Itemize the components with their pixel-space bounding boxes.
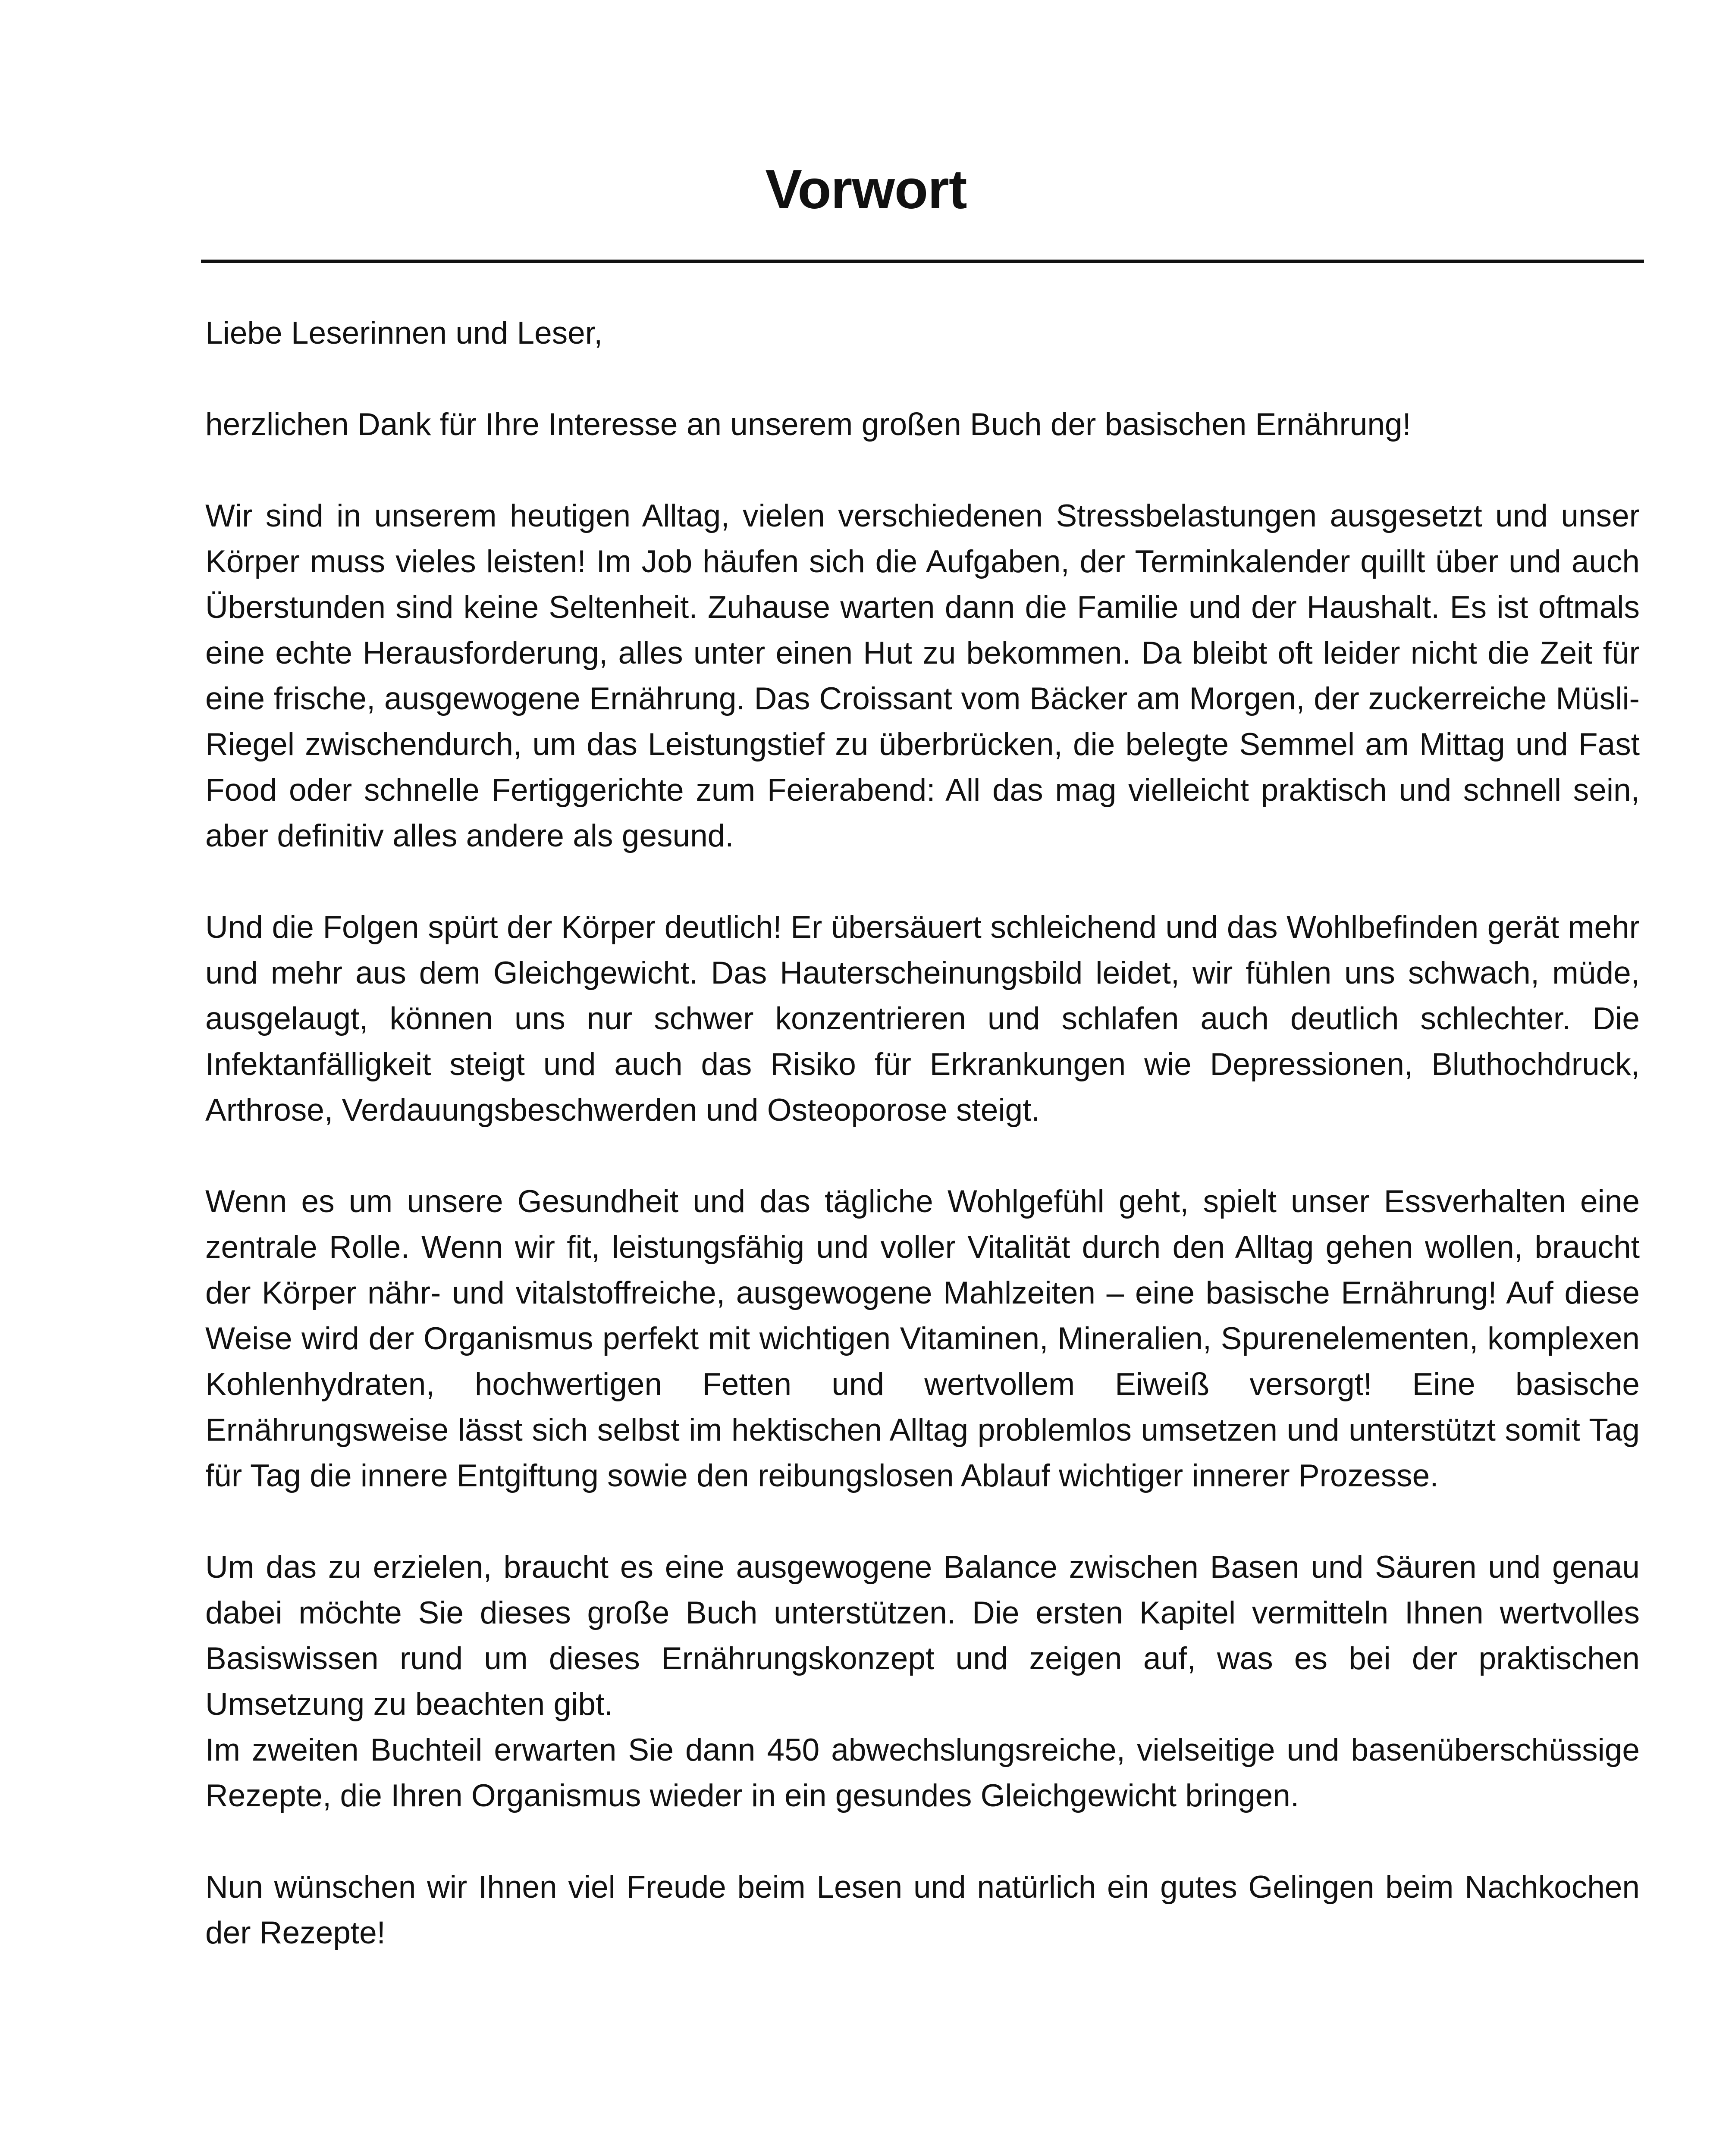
salutation: Liebe Leserinnen und Leser,: [205, 316, 603, 351]
paragraph-everyday-stress: Wir sind in unserem heutigen Alltag, vielen verschiedenen Stressbelastungen ausgesetzt und unser Körper muss vieles leisten! Im Job häufen sich die Aufgaben, der Terminkalender quillt über und auch Überstunden sind keine Seltenheit. Zuhause warten dann die Familie und der Haushalt. Es ist oftmals eine echte Herausforderung, alles unter einen Hut zu bekommen. Da bleibt oft leider nicht die Zeit für eine frische, ausgewogene Ernährung. Das Croissant vom Bäcker am Morgen, der zuckerreiche Müsli-Riegel zwischendurch, um das Leistungstief zu überbrücken, die belegte Semmel am Mittag und Fast Food oder schnelle Fertiggerichte zum Feierabend: All das mag vielleicht praktisch und schnell sein, aber definitiv alles andere als gesund.: [205, 498, 1640, 853]
paragraph-thanks: herzlichen Dank für Ihre Interesse an unserem großen Buch der basischen Ernährung!: [205, 407, 1411, 442]
paragraph-closing: Nun wünschen wir Ihnen viel Freude beim Lesen und natürlich ein gutes Gelingen beim Nachkochen der Rezepte!: [205, 1870, 1640, 1950]
page-title: Vorwort: [765, 159, 967, 220]
title-divider: [201, 260, 1644, 263]
paragraph-basic-nutrition: Wenn es um unsere Gesundheit und das tägliche Wohlgefühl geht, spielt unser Essverhalten eine zentrale Rolle. Wenn wir fit, leistungsfähig und voller Vitalität durch den Alltag gehen wollen, braucht der Körper nähr- und vitalstoffreiche, ausgewogene Mahlzeiten – eine basische Ernährung! Auf diese Weise wird der Organismus perfekt mit wichtigen Vitaminen, Mineralien, Spurenelementen, komplexen Kohlenhydraten, hochwertigen Fetten und wertvollem Eiweiß versorgt! Eine basische Ernährungsweise lässt sich selbst im hektischen Alltag problemlos umsetzen und unterstützt somit Tag für Tag die innere Entgiftung sowie den reibungslosen Ablauf wichtiger innerer Prozesse.: [205, 1184, 1640, 1493]
paragraph-balance: Um das zu erzielen, braucht es eine ausgewogene Balance zwischen Basen und Säuren und genau dabei möchte Sie dieses große Buch unterstützen. Die ersten Kapitel vermitteln Ihnen wertvolles Basiswissen rund um dieses Ernährungskonzept und zeigen auf, was es bei der praktischen Umsetzung zu beachten gibt.: [205, 1550, 1640, 1722]
body-text: [205, 310, 1640, 2002]
paragraph-consequences: Und die Folgen spürt der Körper deutlich! Er übersäuert schleichend und das Wohlbefinden gerät mehr und mehr aus dem Gleichgewicht. Das Hauterscheinungsbild leidet, wir fühlen uns schwach, müde, ausgelaugt, können uns nur schwer konzentrieren und schlafen auch deutlich schlechter. Die Infektanfälligkeit steigt und auch das Risiko für Erkrankungen wie Depressionen, Bluthochdruck, Arthrose, Verdauungsbeschwerden und Osteoporose steigt.: [205, 910, 1640, 1128]
paragraph-recipes: Im zweiten Buchteil erwarten Sie dann 450 abwechslungsreiche, vielseitige und basenüberschüssige Rezepte, die Ihren Organismus wieder in ein gesundes Gleichgewicht bringen.: [205, 1733, 1640, 1813]
